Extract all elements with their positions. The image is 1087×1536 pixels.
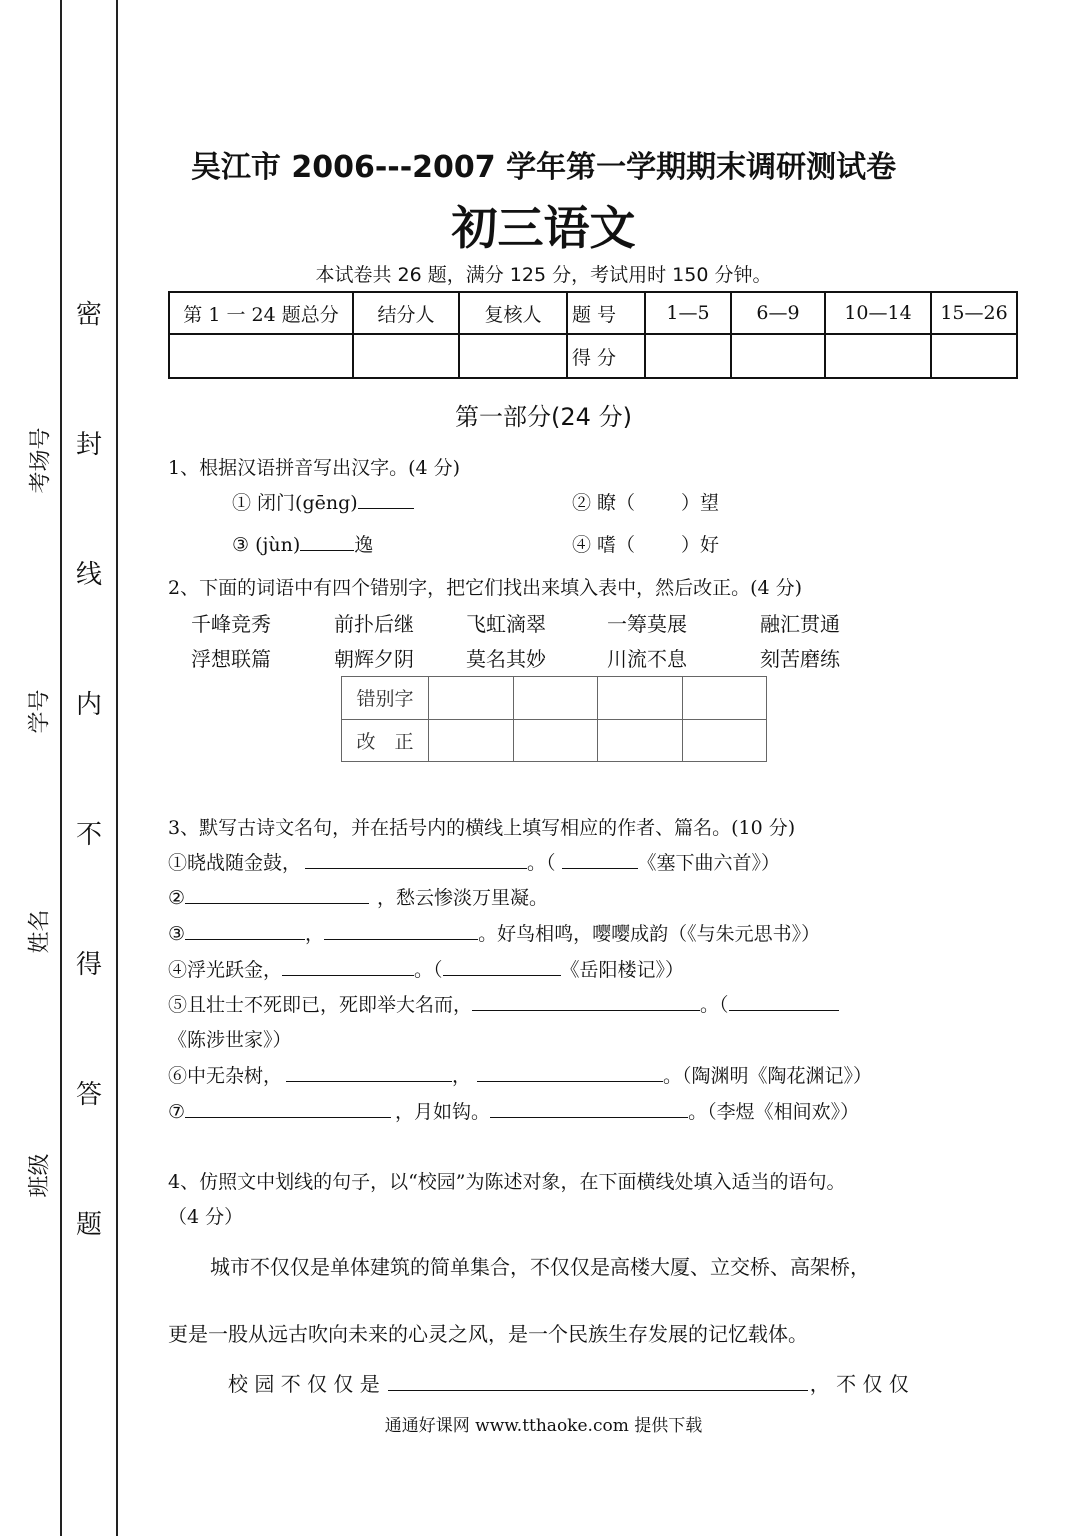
typo-row-label: 错别字 <box>342 677 429 720</box>
q3-text: ， <box>305 923 325 945</box>
answer-blank[interactable] <box>286 1063 452 1082</box>
q1-d-text2: ）好 <box>681 534 720 556</box>
score-header-6-9: 6—9 <box>731 292 825 334</box>
q4-sample-line-1: 城市不仅仅是单体建筑的简单集合，不仅仅是高楼大厦、立交桥、高架桥， <box>210 1255 870 1279</box>
q3-text: ⑤且壮士不死即已，死即举大名而， <box>168 994 473 1016</box>
q1-item-d <box>572 530 719 557</box>
answer-blank[interactable] <box>185 885 369 904</box>
q1-item-b <box>572 488 719 515</box>
q3-text: ①晓战随金鼓， <box>168 852 302 874</box>
score-header-question: 题 号 <box>567 292 645 334</box>
question-2-stem: 2、下面的词语中有四个错别字，把它们找出来填入表中，然后改正。(4 分) <box>168 577 803 599</box>
correction-cell[interactable] <box>682 719 767 762</box>
answer-blank[interactable] <box>300 532 354 551</box>
class-label: 班级 <box>27 1153 53 1198</box>
question-1-stem: 1、根据汉语拼音写出汉字。(4 分) <box>168 457 461 479</box>
q3-text: ② <box>168 887 186 909</box>
word-item: 刻苦磨练 <box>760 647 840 671</box>
word-item: 川流不息 <box>607 647 687 671</box>
q3-text: ⑦ <box>168 1101 186 1123</box>
q3-text: 《陈涉世家》） <box>168 1029 292 1051</box>
seal-char: 内 <box>76 690 103 720</box>
score-header-scorer: 结分人 <box>353 292 459 334</box>
score-table <box>168 291 1018 379</box>
seal-char: 不 <box>76 820 103 850</box>
answer-blank[interactable] <box>729 992 839 1011</box>
seal-char: 密 <box>76 300 103 330</box>
q3-text: ③ <box>168 923 186 945</box>
q3-text: 。（ <box>700 994 729 1016</box>
q1-item-c <box>232 530 373 557</box>
answer-blank[interactable] <box>443 957 561 976</box>
typo-table <box>341 676 767 762</box>
correction-row-label: 改 正 <box>342 719 429 762</box>
score-header-1-5: 1—5 <box>645 292 731 334</box>
q3-line-2 <box>168 883 548 910</box>
exam-title: 吴江市 2006---2007 学年第一学期期末调研测试卷 <box>190 150 897 185</box>
answer-blank[interactable] <box>282 957 414 976</box>
q3-line-3 <box>168 919 820 946</box>
question-4-stem: 4、仿照文中划线的句子，以“校园”为陈述对象，在下面横线处填入适当的语句。 <box>168 1171 846 1193</box>
q3-line-1 <box>168 848 780 875</box>
seal-char: 封 <box>76 430 103 460</box>
part-one-title: 第一部分(24 分) <box>455 403 632 431</box>
word-item: 一筹莫展 <box>607 612 687 636</box>
score-cell[interactable] <box>825 334 931 378</box>
q3-text: 。（陶渊明《陶花渊记》） <box>663 1065 873 1087</box>
score-cell[interactable] <box>645 334 731 378</box>
q3-text: ，月如钩。 <box>395 1101 491 1123</box>
answer-blank[interactable] <box>472 992 700 1011</box>
correction-cell[interactable] <box>598 719 683 762</box>
q3-text: 。好鸟相鸣，嘤嘤成韵（《与朱元思书》） <box>478 923 821 945</box>
q1-d-text: ④ 嗜（ <box>572 534 636 556</box>
answer-blank[interactable] <box>305 850 527 869</box>
q3-text: ，愁云惨淡万里凝。 <box>377 887 549 909</box>
q4-sample-line-2: 更是一股从远古吹向未来的心灵之风，是一个民族生存发展的记忆载体。 <box>168 1322 808 1346</box>
q4-text: 校 园 不 仅 仅 是 <box>228 1372 380 1396</box>
typo-cell[interactable] <box>513 677 598 720</box>
exam-intro: 本试卷共 26 题，满分 125 分，考试用时 150 分钟。 <box>315 264 772 286</box>
q1-b-text2: ）望 <box>681 492 720 514</box>
q3-text: ⑥中无杂树， <box>168 1065 283 1087</box>
q3-text: ④浮光跃金， <box>168 959 283 981</box>
score-cell[interactable] <box>353 334 459 378</box>
score-cell[interactable] <box>731 334 825 378</box>
name-label: 姓名 <box>27 909 53 954</box>
score-header-10-14: 10—14 <box>825 292 931 334</box>
q1-c-text2: 逸 <box>354 534 374 556</box>
score-header-total: 第 1 一 24 题总分 <box>169 292 353 334</box>
word-item: 前扑后继 <box>334 612 414 636</box>
answer-blank[interactable] <box>477 1063 663 1082</box>
q3-text: 。（ <box>414 959 443 981</box>
score-row-label: 得 分 <box>567 334 645 378</box>
answer-blank[interactable] <box>358 490 414 509</box>
score-cell[interactable] <box>169 334 353 378</box>
word-item: 千峰竞秀 <box>191 612 271 636</box>
score-header-checker: 复核人 <box>459 292 567 334</box>
q3-line-5-cont <box>168 1025 292 1052</box>
answer-blank[interactable] <box>388 1372 808 1391</box>
answer-blank[interactable] <box>562 850 638 869</box>
correction-cell[interactable] <box>513 719 598 762</box>
q4-answer-line <box>228 1368 909 1397</box>
seal-char: 得 <box>76 950 103 980</box>
q3-line-6 <box>168 1061 872 1088</box>
q3-line-4 <box>168 955 684 982</box>
q1-a-text: ① 闭门(gēng) <box>232 492 358 514</box>
q3-text: 《岳阳楼记》） <box>560 959 685 981</box>
q3-text: 。（李煜《相间欢》） <box>688 1101 860 1123</box>
word-item: 融汇贯通 <box>760 612 840 636</box>
answer-blank[interactable] <box>490 1099 688 1118</box>
q3-text: 《塞下曲六首》） <box>637 852 781 874</box>
answer-blank[interactable] <box>185 1099 391 1118</box>
student-id-label: 学号 <box>27 689 53 734</box>
word-item: 莫名其妙 <box>466 647 546 671</box>
typo-cell[interactable] <box>682 677 767 720</box>
word-item: 浮想联篇 <box>191 647 271 671</box>
score-cell[interactable] <box>931 334 1017 378</box>
correction-cell[interactable] <box>429 719 514 762</box>
q1-c-text: ③ (jùn) <box>232 534 301 556</box>
word-item: 飞虹滴翠 <box>466 612 546 636</box>
answer-blank[interactable] <box>324 921 478 940</box>
q1-b-text: ② 瞭（ <box>572 492 636 514</box>
question-3-stem: 3、默写古诗文名句，并在括号内的横线上填写相应的作者、篇名。(10 分) <box>168 817 796 839</box>
q1-item-a <box>232 488 414 515</box>
q4-text: ， 不 仅 仅 <box>809 1372 909 1396</box>
q3-line-5 <box>168 990 839 1017</box>
seal-char: 答 <box>76 1080 103 1110</box>
q3-text: ， <box>452 1065 472 1087</box>
question-4-points: （4 分） <box>168 1206 244 1228</box>
typo-cell[interactable] <box>429 677 514 720</box>
seal-char: 题 <box>76 1210 103 1240</box>
q3-line-7 <box>168 1097 859 1124</box>
q3-text: 。（ <box>527 852 556 874</box>
answer-blank[interactable] <box>185 921 305 940</box>
score-header-15-26: 15—26 <box>931 292 1017 334</box>
seal-char: 线 <box>76 560 103 590</box>
score-cell[interactable] <box>459 334 567 378</box>
page-footer: 通通好课网 www.tthaoke.com 提供下载 <box>384 1416 703 1436</box>
word-item: 朝辉夕阴 <box>334 647 414 671</box>
exam-room-label: 考场号 <box>28 427 54 494</box>
subject-title: 初三语文 <box>451 201 636 255</box>
typo-cell[interactable] <box>598 677 683 720</box>
